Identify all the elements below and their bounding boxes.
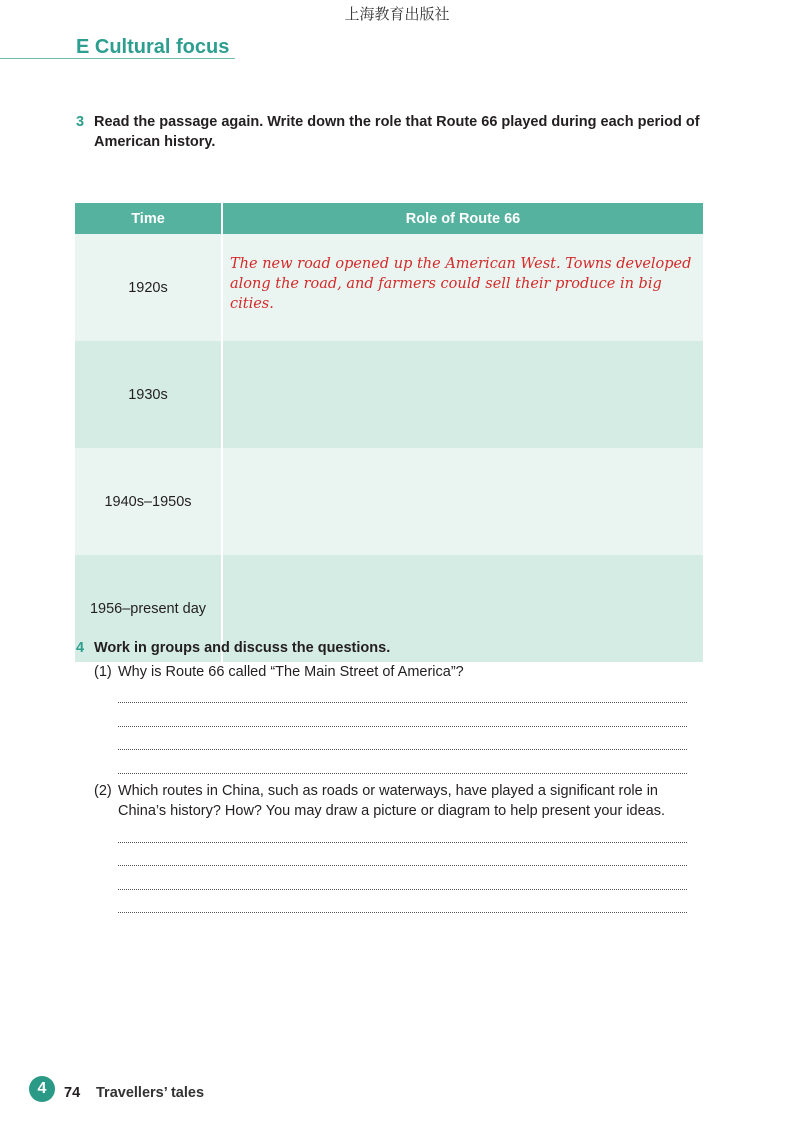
- table-header-time: Time: [75, 203, 222, 234]
- question-4: [76, 638, 709, 658]
- answer-line[interactable]: [118, 773, 687, 774]
- question-3: [76, 112, 709, 152]
- row-time-1930s: 1930s: [75, 341, 222, 448]
- subquestion-2-label: (2): [94, 783, 112, 799]
- subquestion-2-text: Which routes in China, such as roads or waterways, have played a significant role in China’s history? How? You may draw a picture or diagram to help present your ideas.: [118, 783, 665, 819]
- question-3-text: Read the passage again. Write down the role that Route 66 played during each period of American history.: [94, 114, 700, 150]
- row-role-1920s[interactable]: The new road opened up the American West. Towns developed along the road, and farmers could sell their produce in big cities.: [222, 234, 703, 341]
- subquestion-1-text: Why is Route 66 called “The Main Street of America”?: [118, 664, 464, 680]
- row-role-1930s[interactable]: [222, 341, 703, 448]
- question-4-text: Work in groups and discuss the questions.: [94, 640, 391, 656]
- table-row: [75, 341, 703, 448]
- answer-line[interactable]: [118, 842, 687, 843]
- row-role-1940s-1950s[interactable]: [222, 448, 703, 555]
- section-divider: [0, 58, 235, 59]
- question-3-number: 3: [76, 114, 85, 130]
- answer-line[interactable]: [118, 702, 687, 703]
- table-row: [75, 448, 703, 555]
- answer-line[interactable]: [118, 865, 687, 866]
- table-header-role: Role of Route 66: [222, 203, 703, 234]
- subquestion-1: [94, 662, 698, 682]
- row-time-1956-present: 1956–present day: [75, 555, 222, 662]
- row-time-1940s-1950s: 1940s–1950s: [75, 448, 222, 555]
- unit-number-badge: 4: [29, 1076, 55, 1102]
- section-title: E Cultural focus: [76, 36, 230, 58]
- publisher-header: 上海教育出版社: [344, 5, 450, 23]
- page-number: 74: [64, 1085, 81, 1101]
- unit-title: Travellers’ tales: [96, 1085, 205, 1101]
- route-66-table: [75, 203, 703, 662]
- answer-line[interactable]: [118, 726, 687, 727]
- subquestion-2: [94, 781, 698, 821]
- row-time-1920s: 1920s: [75, 234, 222, 341]
- answer-line[interactable]: [118, 912, 687, 913]
- answer-line[interactable]: [118, 749, 687, 750]
- table-row: [75, 234, 703, 341]
- answer-line[interactable]: [118, 889, 687, 890]
- question-4-number: 4: [76, 640, 85, 656]
- subquestion-1-label: (1): [94, 664, 112, 680]
